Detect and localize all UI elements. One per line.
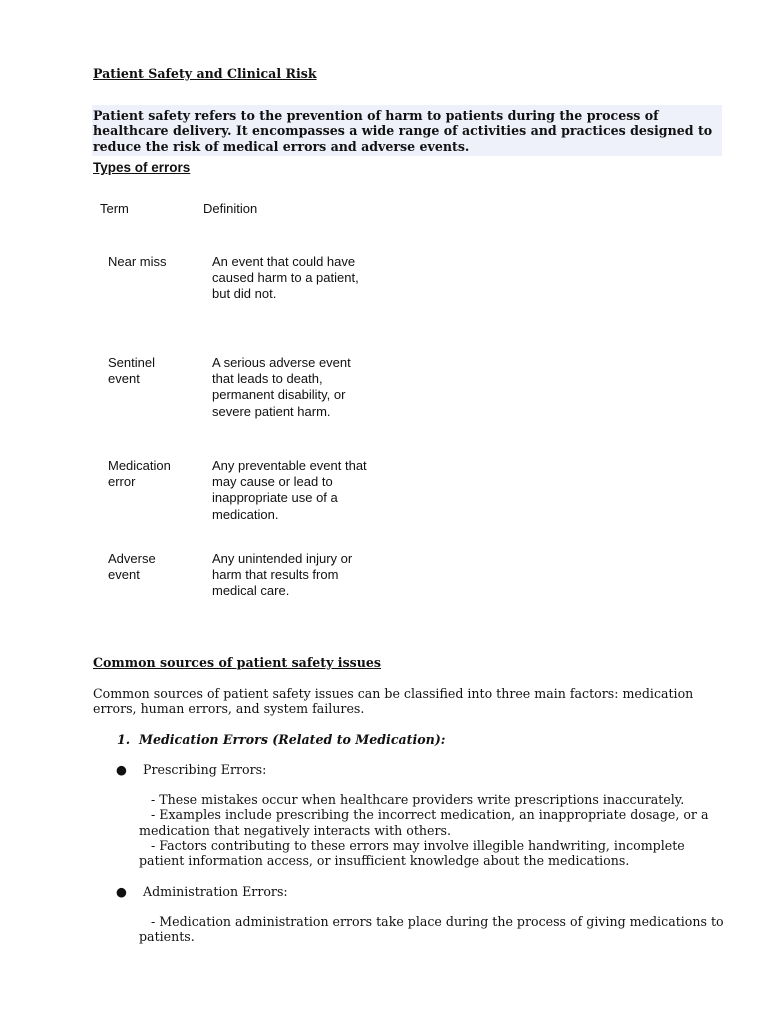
bullet-label: Administration Errors: (143, 884, 288, 899)
bullet-details (139, 792, 729, 868)
table-row-term: Near miss (108, 254, 167, 269)
list-number: 1. (117, 732, 131, 747)
document-title: Patient Safety and Clinical Risk (93, 66, 317, 81)
table-row-definition: A serious adverse event that leads to death, permanent disability, or severe patient harm. (212, 355, 351, 419)
list-item-label: Medication Errors (Related to Medication): (139, 732, 446, 747)
table-row-term: Adverse event (108, 551, 156, 583)
table-row-term: Medication error (108, 458, 171, 490)
bullet-details (139, 914, 729, 945)
table-row-definition: An event that could have caused harm to a patient, but did not. (212, 254, 359, 302)
detail-line: - Medication administration errors take place during the process of giving medications to patients. (139, 914, 724, 945)
table-header-term: Term (100, 201, 129, 216)
detail-line: - Examples include prescribing the incorrect medication, an inappropriate dosage, or a medication that negatively interacts with others. (139, 807, 709, 838)
table-row-term: Sentinel event (108, 355, 155, 387)
table-header-definition: Definition (203, 201, 258, 216)
table-row-definition: Any preventable event that may cause or lead to inappropriate use of a medication. (212, 458, 367, 522)
bullet-icon: ● (116, 762, 127, 777)
bullet-icon: ● (116, 884, 127, 899)
common-sources-heading: Common sources of patient safety issues (93, 655, 382, 670)
numbered-list-item (117, 732, 445, 747)
table-row-definition: Any unintended injury or harm that results from medical care. (212, 551, 353, 599)
detail-line: - These mistakes occur when healthcare providers write prescriptions inaccurately. (151, 792, 685, 807)
types-of-errors-heading: Types of errors (93, 160, 191, 175)
bullet-label: Prescribing Errors: (143, 762, 267, 777)
detail-line: - Factors contributing to these errors may involve illegible handwriting, incomplete patient information access, or insufficient knowledge about the medications. (139, 837, 685, 869)
common-sources-intro: Common sources of patient safety issues can be classified into three main factors: medication errors, human errors, and system failures. (93, 686, 694, 717)
intro-paragraph: Patient safety refers to the prevention of harm to patients during the process of healthcare delivery. It encompasses a wide range of activities and practices designed to reduce the risk of medical errors and adverse events. (93, 108, 713, 154)
